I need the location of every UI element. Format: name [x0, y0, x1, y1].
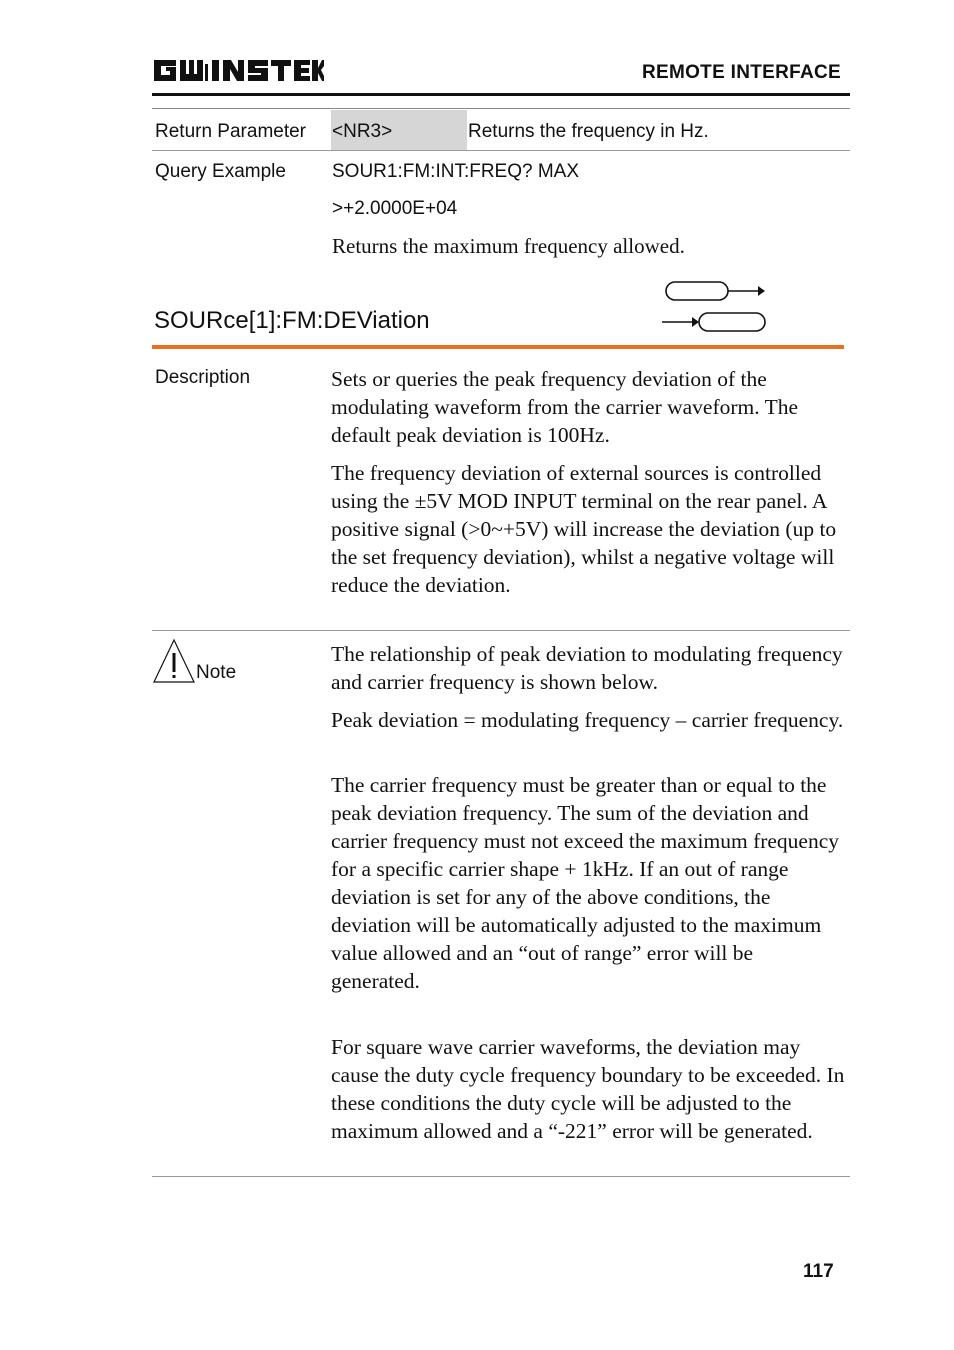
return-parameter-type: <NR3>	[332, 121, 393, 142]
row-divider	[152, 630, 850, 631]
warning-icon	[152, 638, 196, 684]
note-paragraph: Peak deviation = modulating frequency – carrier frequency.	[331, 708, 844, 732]
query-response: >+2.0000E+04	[332, 198, 458, 219]
note-label: Note	[196, 662, 237, 683]
set-query-icon	[662, 280, 768, 336]
query-description: Returns the maximum frequency allowed.	[332, 234, 685, 258]
return-parameter-description: Returns the frequency in Hz.	[468, 121, 709, 142]
row-divider	[152, 150, 850, 151]
query-command: SOUR1:FM:INT:FREQ? MAX	[332, 161, 580, 182]
description-label: Description	[155, 367, 251, 388]
query-example-label: Query Example	[155, 161, 286, 182]
header-rule	[152, 93, 850, 96]
description-paragraph: The frequency deviation of external sources is controlled using the ±5V MOD INPUT terminal on the rear panel. A positive signal (>0~+5V) will increase the deviation (up to the set frequency deviation), whilst a negative voltage will reduce the deviation.	[331, 461, 837, 597]
gw-instek-logo	[152, 56, 324, 84]
command-heading-rule	[152, 345, 844, 349]
table-top-rule	[152, 108, 850, 109]
command-title: SOURce[1]:FM:DEViation	[154, 307, 430, 334]
page-number: 117	[803, 1261, 834, 1282]
row-divider	[152, 1176, 850, 1177]
section-title: REMOTE INTERFACE	[641, 62, 841, 83]
return-parameter-label: Return Parameter	[155, 121, 307, 142]
note-paragraph: The relationship of peak deviation to modulating frequency and carrier frequency is shown below.	[331, 642, 843, 694]
note-paragraph: The carrier frequency must be greater than or equal to the peak deviation frequency. The sum of the deviation and carrier frequency must not exceed the maximum frequency for a specific carrier shape + 1kHz. If an out of range deviation is set for any of the above conditions, the deviation will be automatically adjusted to the maximum value allowed and an “out of range” error will be generated.	[331, 773, 840, 993]
note-paragraph: For square wave carrier waveforms, the deviation may cause the duty cycle frequency boundary to be exceeded. In these conditions the duty cycle will be adjusted to the maximum allowed and a “-221” error will be generated.	[331, 1035, 845, 1143]
description-paragraph: Sets or queries the peak frequency deviation of the modulating waveform from the carrier waveform. The default peak deviation is 100Hz.	[331, 367, 799, 447]
